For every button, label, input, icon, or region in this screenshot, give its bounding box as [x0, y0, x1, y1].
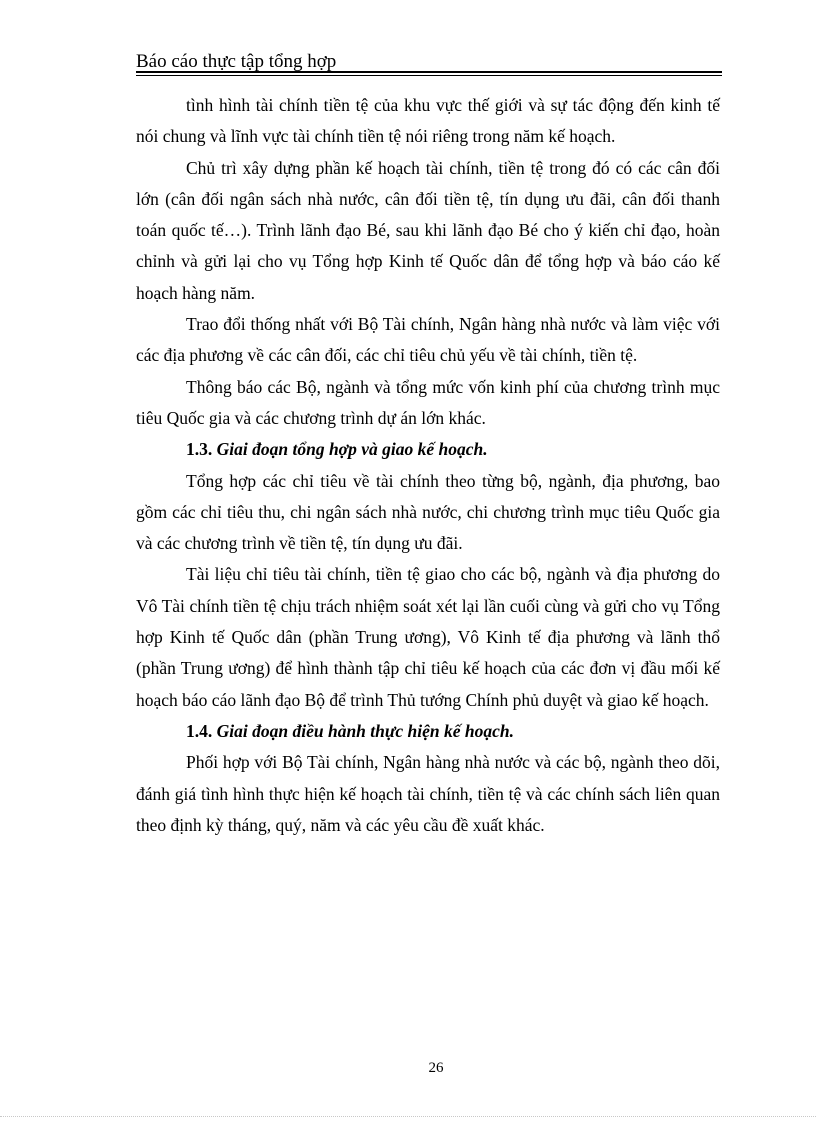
running-header-title: Báo cáo thực tập tổng hợp: [136, 51, 337, 72]
paragraph: Tổng hợp các chỉ tiêu về tài chính theo từng bộ, ngành, địa phương, bao gồm các chỉ tiêu thu, chi ngân sách nhà nước, chi chương trình mục tiêu Quốc gia và các chương trình về tiền tệ, tín dụng ưu đãi.: [136, 470, 720, 554]
page-bottom-border: [0, 1116, 816, 1117]
section-heading-1-4: [136, 716, 720, 747]
body-text: [136, 90, 720, 841]
paragraph: Chủ trì xây dựng phần kế hoạch tài chính, tiền tệ trong đó có các cân đối lớn (cân đối ngân sách nhà nước, cân đối tiền tệ, tín dụng ưu đãi, cân đối thanh toán quốc tế…). Trình lãnh đạo Bé, sau khi lãnh đạo Bé cho ý kiến chỉ đạo, hoàn chỉnh và gửi lại cho vụ Tổng hợp Kinh tế Quốc dân để tổng hợp và báo cáo kế hoạch hàng năm.: [136, 157, 720, 303]
section-title: Giai đoạn điều hành thực hiện kế hoạch.: [216, 720, 514, 741]
paragraph: Tài liệu chỉ tiêu tài chính, tiền tệ giao cho các bộ, ngành và địa phương do Vô Tài chính tiền tệ chịu trách nhiệm soát xét lại lần cuối cùng và gửi cho vụ Tổng hợp Kinh tế Quốc dân (phần Trung ương), Vô Kinh tế địa phương và lãnh thổ (phần Trung ương) để hình thành tập chỉ tiêu kế hoạch của các đơn vị đầu mối kế hoạch báo cáo lãnh đạo Bộ để trình Thủ tướng Chính phủ duyệt và giao kế hoạch.: [136, 564, 720, 710]
header-rule-thin: [136, 75, 722, 76]
paragraph: Thông báo các Bộ, ngành và tổng mức vốn kinh phí của chương trình mục tiêu Quốc gia và các chương trình dự án lớn khác.: [136, 376, 720, 428]
section-heading-1-3: [136, 434, 720, 465]
paragraph: Phối hợp với Bộ Tài chính, Ngân hàng nhà nước và các bộ, ngành theo dõi, đánh giá tình hình thực hiện kế hoạch tài chính, tiền tệ và các chính sách liên quan theo định kỳ tháng, quý, năm và các yêu cầu đề xuất khác.: [136, 752, 720, 835]
page-number: 26: [428, 1060, 444, 1076]
section-number: 1.4.: [186, 720, 213, 741]
paragraph: Trao đổi thống nhất với Bộ Tài chính, Ngân hàng nhà nước và làm việc với các địa phương về các cân đối, các chỉ tiêu chủ yếu về tài chính, tiền tệ.: [136, 314, 720, 366]
section-title: Giai đoạn tổng hợp và giao kế hoạch.: [216, 439, 488, 460]
paragraph: tình hình tài chính tiền tệ của khu vực thế giới và sự tác động đến kinh tế nói chung và lĩnh vực tài chính tiền tệ nói riêng trong năm kế hoạch.: [136, 95, 720, 147]
section-number: 1.3.: [186, 439, 213, 460]
header-rule: [136, 71, 722, 73]
